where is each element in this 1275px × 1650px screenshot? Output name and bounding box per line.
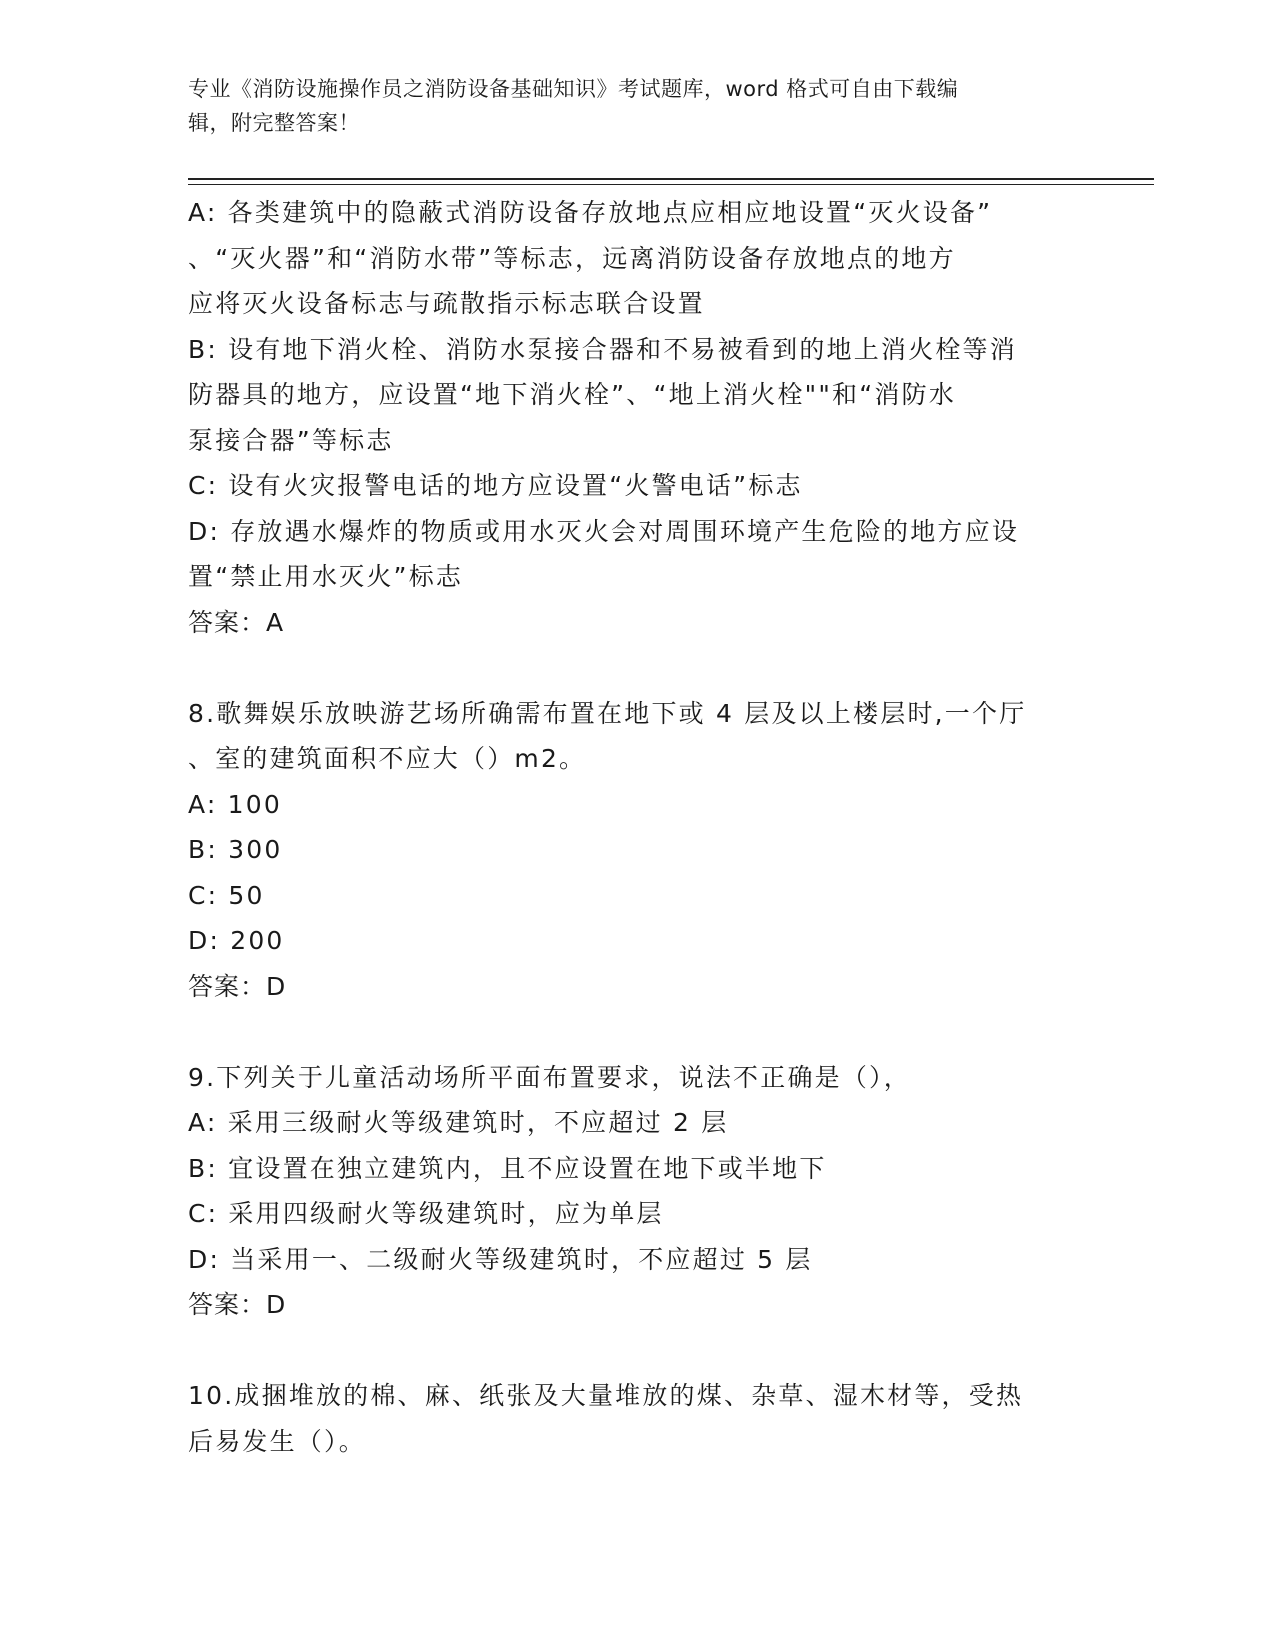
q7-option-a-line-1: A: 各类建筑中的隐蔽式消防设备存放地点应相应地设置“灭火设备” [188, 198, 993, 227]
q8-option-d: D: 200 [188, 926, 285, 955]
q9-option-a: A: 采用三级耐火等级建筑时，不应超过 2 层 [188, 1108, 729, 1137]
q7-option-b-line-1: B: 设有地下消火栓、消防水泵接合器和不易被看到的地上消火栓等消 [188, 334, 1017, 364]
question-9 [188, 1055, 1078, 1328]
q8-answer: 答案：D [188, 971, 287, 1001]
q7-option-d-line-1: D: 存放遇水爆炸的物质或用水灭火会对周围环境产生危险的地方应设 [188, 516, 1020, 546]
q7-option-b-line-3: 泵接合器”等标志 [188, 425, 394, 455]
q9-answer: 答案：D [188, 1290, 287, 1319]
spacer [188, 645, 1078, 691]
q7-answer: 答案：A [188, 607, 285, 637]
q9-option-d: D: 当采用一、二级耐火等级建筑时，不应超过 5 层 [188, 1244, 813, 1274]
q7-option-a-line-3: 应将灭火设备标志与疏散指示标志联合设置 [188, 289, 705, 318]
question-content [188, 190, 1078, 1464]
q8-option-c: C: 50 [188, 880, 265, 910]
q10-question-line-2: 后易发生（）。 [188, 1426, 366, 1456]
q7-option-b-line-2: 防器具的地方，应设置“地下消火栓”、“地上消火栓""和“消防水 [188, 380, 957, 409]
header-line-1: 专业《消防设施操作员之消防设备基础知识》考试题库，word 格式可自由下载编 [188, 77, 959, 101]
q9-option-b: B: 宜设置在独立建筑内，且不应设置在地下或半地下 [188, 1153, 827, 1183]
q7-option-a-line-2: 、“灭火器”和“消防水带”等标志，远离消防设备存放地点的地方 [188, 243, 956, 273]
q7-option-d-line-2: 置“禁止用水灭火”标志 [188, 562, 464, 591]
question-8 [188, 691, 1078, 1010]
header-line-2: 辑，附完整答案！ [188, 111, 360, 135]
q8-question-line-2: 、室的建筑面积不应大（）m2。 [188, 744, 587, 773]
q7-option-c: C: 设有火灾报警电话的地方应设置“火警电话”标志 [188, 471, 803, 500]
header-divider-thin [188, 184, 1154, 185]
spacer [188, 1328, 1078, 1374]
q10-question-line-1: 10.成捆堆放的棉、麻、纸张及大量堆放的煤、杂草、湿木材等，受热 [188, 1381, 1024, 1410]
question-7 [188, 190, 1078, 645]
q9-question: 9.下列关于儿童活动场所平面布置要求，说法不正确是（）， [188, 1062, 911, 1092]
q9-option-c: C: 采用四级耐火等级建筑时，应为单层 [188, 1199, 664, 1228]
document-header [188, 72, 1088, 140]
question-10 [188, 1373, 1078, 1464]
q8-option-a: A: 100 [188, 789, 282, 819]
spacer [188, 1009, 1078, 1055]
q8-option-b: B: 300 [188, 835, 283, 864]
q8-question-line-1: 8.歌舞娱乐放映游艺场所确需布置在地下或 4 层及以上楼层时,一个厅 [188, 698, 1027, 728]
header-divider-thick [188, 178, 1154, 180]
